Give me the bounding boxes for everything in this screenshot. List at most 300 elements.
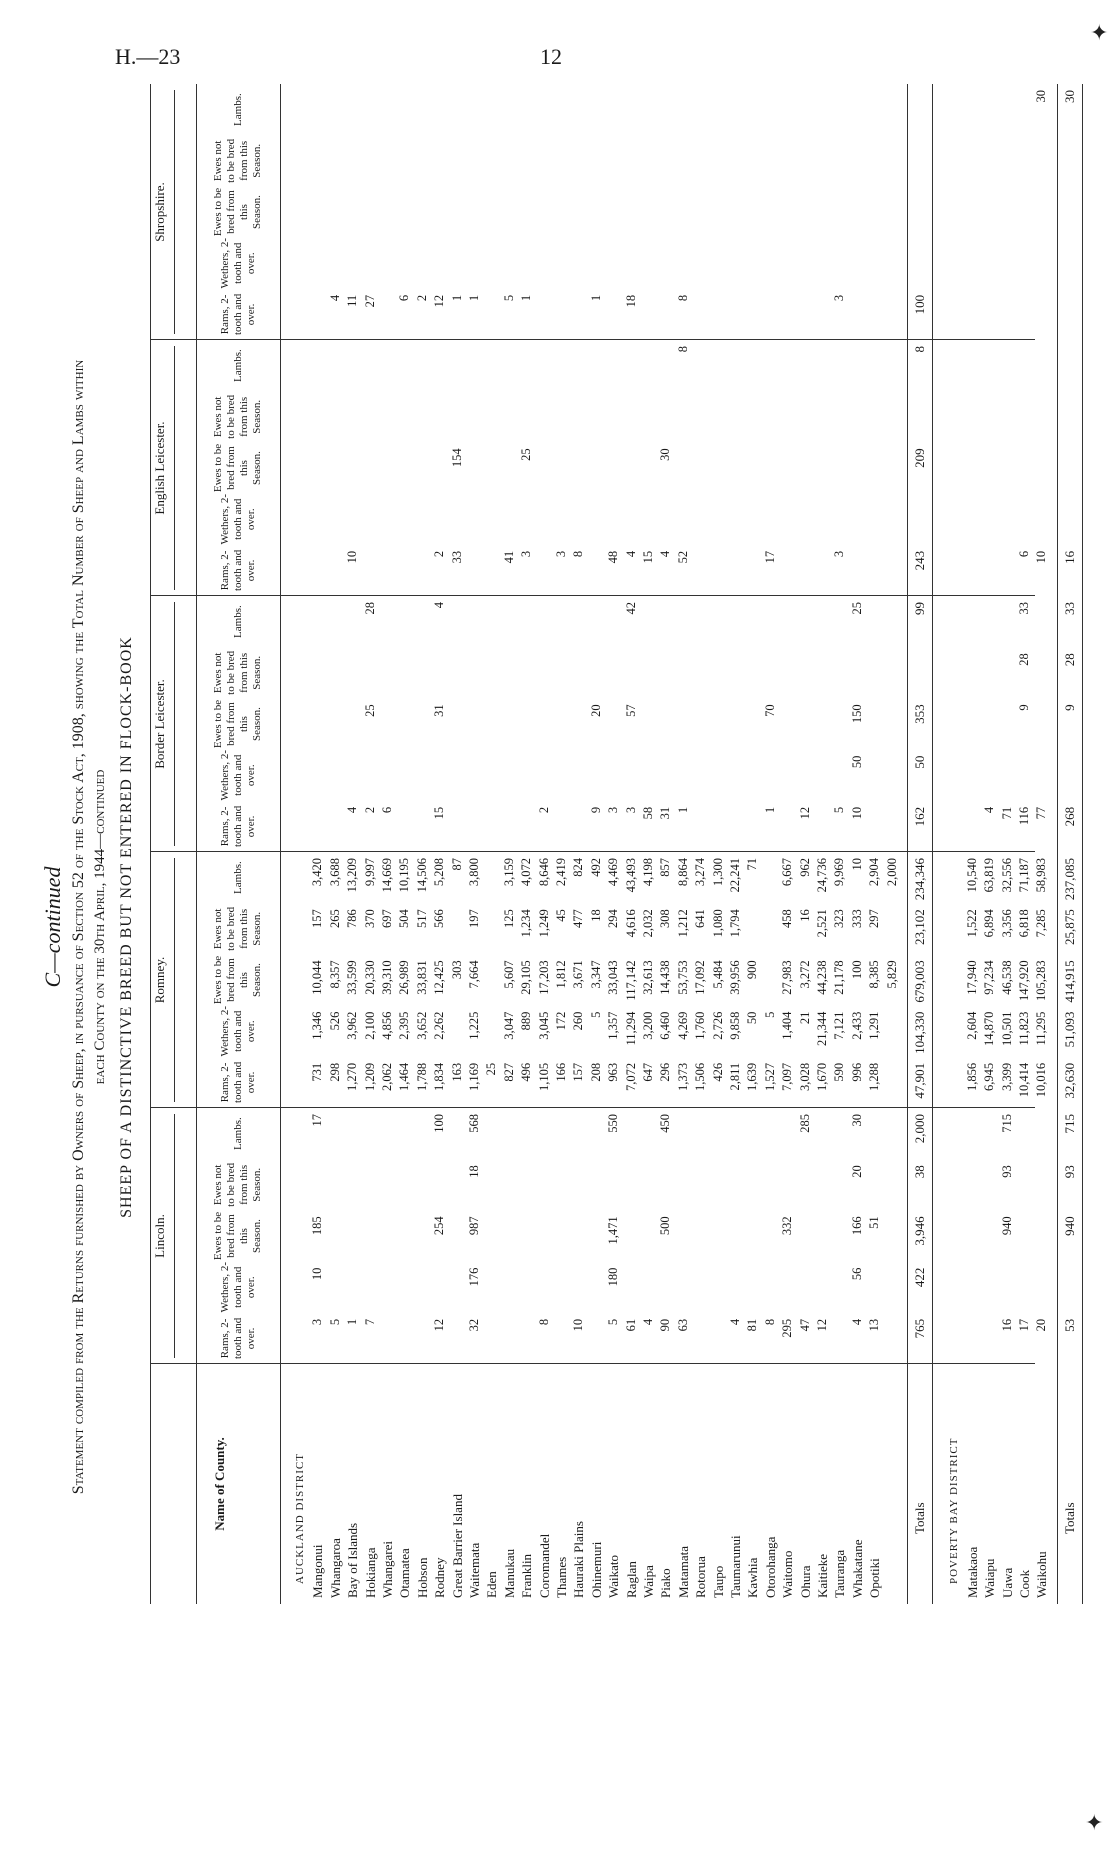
table-cell: 526 — [327, 1011, 342, 1031]
table-cell: 4 — [641, 1318, 655, 1326]
table-cell: 4,856 — [380, 1011, 394, 1040]
margin-mark-bottom: ✦ — [1085, 1810, 1104, 1835]
table-cell: 295 — [780, 1318, 795, 1338]
table-cell: 1,249 — [536, 909, 551, 938]
table-cell: 8,385 — [867, 960, 882, 989]
table-cell: 900 — [745, 960, 760, 980]
county-name: Ohinemuri — [588, 1541, 604, 1598]
table-cell: 8,646 — [536, 858, 551, 887]
table-cell: 3,420 — [310, 858, 325, 887]
table-cell: 285 — [797, 1114, 812, 1133]
county-name: Kaitieke — [815, 1553, 830, 1598]
table-cell: 63 — [675, 1318, 690, 1332]
table-cell: 1,812 — [554, 960, 568, 989]
table-cell: 10 — [849, 806, 864, 820]
table-cell: 33,831 — [414, 960, 429, 995]
table-cell: 496 — [519, 1062, 534, 1082]
table-cell: 11,294 — [623, 1011, 638, 1046]
subcolumn-header: Rams, 2-tooth and over. — [218, 549, 257, 592]
table-cell: 996 — [849, 1062, 864, 1082]
table-cell: 4 — [623, 550, 638, 558]
county-name: Taupo — [710, 1565, 726, 1598]
table-cell: 4 — [432, 602, 447, 609]
table-cell: 504 — [397, 909, 412, 928]
table-cell: 2,521 — [815, 909, 829, 938]
table-cell: 14,438 — [658, 960, 673, 995]
table-cell: 6 — [380, 806, 394, 814]
total-cell: 237,085 — [1061, 858, 1077, 901]
table-cell: 5,484 — [710, 960, 725, 989]
table-cell: 10,414 — [1017, 1062, 1031, 1098]
table-cell: 17 — [1017, 1318, 1031, 1332]
district-heading: POVERTY BAY DISTRICT — [948, 1437, 961, 1584]
county-name: Tauranga — [832, 1549, 848, 1598]
table-cell: 1,506 — [693, 1062, 708, 1091]
table-cell: 641 — [693, 909, 708, 928]
table-cell: 24,736 — [815, 858, 829, 893]
table-cell: 25 — [484, 1062, 499, 1076]
table-cell: 3 — [623, 806, 638, 814]
table-cell: 323 — [832, 909, 847, 928]
table-cell: 10 — [571, 1318, 586, 1332]
table-cell: 1 — [588, 294, 603, 302]
subcolumn-header: Wethers, 2-tooth and over. — [218, 1006, 257, 1057]
sheep-table — [150, 84, 1077, 1604]
table-cell: 10 — [1034, 550, 1049, 564]
total-cell: 33 — [1061, 602, 1077, 616]
table-cell: 105,283 — [1034, 960, 1049, 1002]
totals-label: Totals — [1061, 1502, 1077, 1534]
table-cell: 10 — [345, 550, 360, 564]
county-name: Ohura — [797, 1565, 813, 1598]
table-cell: 857 — [658, 858, 673, 877]
table-cell: 265 — [327, 909, 342, 928]
table-cell: 93 — [999, 1165, 1014, 1178]
table-rule-0 — [150, 84, 151, 1604]
table-cell: 46,538 — [999, 960, 1014, 995]
county-name: Otorohanga — [762, 1536, 778, 1598]
county-name: Whangaroa — [327, 1538, 343, 1598]
county-name: Piako — [658, 1568, 674, 1598]
table-cell: 43,493 — [623, 858, 638, 893]
breed-header: Romney. — [152, 956, 167, 1004]
table-cell: 2,726 — [710, 1011, 725, 1040]
table-cell: 715 — [999, 1114, 1014, 1133]
breed-underline — [174, 346, 175, 590]
county-name: Whakatane — [849, 1539, 865, 1598]
totals-rule — [1057, 84, 1058, 1604]
table-cell: 25 — [362, 704, 377, 717]
table-cell: 125 — [501, 909, 516, 928]
table-cell: 17 — [762, 550, 777, 564]
table-cell: 9,969 — [832, 858, 847, 887]
table-cell: 81 — [745, 1318, 760, 1332]
table-cell: 1,527 — [762, 1062, 777, 1091]
table-cell: 172 — [554, 1011, 568, 1031]
table-cell: 370 — [362, 909, 377, 928]
table-cell: 50 — [849, 755, 864, 769]
table-cell: 458 — [780, 909, 795, 928]
table-cell: 296 — [658, 1062, 673, 1082]
table-cell: 197 — [467, 909, 481, 928]
table-cell: 5 — [501, 294, 516, 302]
breed-underline — [174, 858, 175, 1102]
table-cell: 87 — [449, 858, 464, 871]
name-column-header: Name of County. — [211, 1437, 227, 1531]
table-cell: 7,072 — [623, 1062, 638, 1091]
table-cell: 4,269 — [675, 1011, 690, 1040]
county-name: Matamata — [675, 1546, 691, 1598]
table-cell: 70 — [762, 704, 777, 717]
table-cell: 14,669 — [380, 858, 394, 893]
breed-underline — [174, 602, 175, 846]
table-cell: 166 — [554, 1062, 568, 1082]
breed-divider — [150, 595, 1035, 596]
subcolumn-header: Lambs. — [231, 349, 244, 382]
table-cell: 31 — [432, 704, 447, 717]
table-cell: 1,464 — [397, 1062, 412, 1091]
table-cell: 4,469 — [606, 858, 621, 887]
table-cell: 4 — [849, 1318, 864, 1326]
table-cell: 166 — [849, 1216, 864, 1236]
table-cell: 2,811 — [728, 1062, 742, 1091]
table-cell: 3,688 — [327, 858, 342, 887]
total-cell: 422 — [912, 1267, 927, 1288]
table-cell: 31 — [658, 806, 673, 820]
table-cell: 27,983 — [780, 960, 795, 995]
subcolumn-header: Lambs. — [231, 861, 244, 894]
district-heading: AUCKLAND DISTRICT — [294, 1453, 306, 1584]
table-cell: 4,198 — [641, 858, 655, 887]
table-cell: 150 — [849, 704, 864, 724]
table-cell: 7,121 — [832, 1011, 847, 1040]
table-cell: 17,203 — [536, 960, 551, 995]
table-cell: 14,870 — [982, 1011, 997, 1046]
table-cell: 3 — [832, 550, 847, 558]
table-cell: 33 — [449, 550, 464, 564]
county-name: Kawhia — [745, 1557, 761, 1598]
table-cell: 5 — [832, 806, 847, 814]
table-cell: 20 — [588, 704, 603, 717]
table-cell: 1,291 — [867, 1011, 882, 1040]
table-cell: 28 — [362, 602, 377, 615]
breed-underline — [174, 90, 175, 334]
table-cell: 1 — [519, 294, 534, 302]
breed-header: Border Leicester. — [152, 679, 167, 769]
table-cell: 5,607 — [501, 960, 516, 989]
table-cell: 2,062 — [380, 1062, 394, 1091]
table-cell: 5 — [606, 1318, 621, 1326]
subcolumn-header: Lambs. — [231, 93, 244, 126]
table-cell: 1 — [449, 294, 464, 302]
table-cell: 30 — [849, 1114, 864, 1127]
county-name: Waipa — [641, 1565, 656, 1598]
table-cell: 27 — [362, 294, 377, 308]
table-cell: 32,613 — [641, 960, 655, 995]
table-cell: 9 — [588, 806, 603, 814]
table-cell: 71 — [745, 858, 760, 871]
totals-label: Totals — [912, 1502, 927, 1534]
table-cell: 17,940 — [964, 960, 979, 995]
table-cell: 26,989 — [397, 960, 412, 995]
table-cell: 3,962 — [345, 1011, 360, 1040]
table-cell: 1,522 — [964, 909, 979, 938]
table-cell: 5 — [588, 1011, 603, 1018]
table-cell: 9 — [1017, 704, 1031, 711]
table-cell: 4 — [658, 550, 673, 558]
table-cell: 2,433 — [849, 1011, 864, 1040]
table-cell: 5,208 — [432, 858, 447, 887]
table-cell: 25 — [849, 602, 864, 615]
table-cell: 2,419 — [554, 858, 568, 887]
table-cell: 1,639 — [745, 1062, 760, 1091]
table-cell: 12 — [432, 1318, 447, 1332]
table-cell: 1,270 — [345, 1062, 360, 1091]
table-cell: 176 — [467, 1267, 481, 1287]
table-cell: 42 — [623, 602, 638, 615]
table-cell: 100 — [849, 960, 864, 980]
table-cell: 52 — [675, 550, 690, 564]
table-cell: 1,225 — [467, 1011, 481, 1040]
total-cell: 765 — [912, 1318, 927, 1339]
table-cell: 32 — [467, 1318, 481, 1332]
county-name: Waiapu — [982, 1558, 998, 1598]
table-cell: 7 — [362, 1318, 377, 1326]
county-name: Coromandel — [536, 1533, 552, 1598]
table-cell: 297 — [867, 909, 882, 928]
table-cell: 940 — [999, 1216, 1014, 1236]
subcolumn-header: Lambs. — [231, 605, 244, 638]
table-cell: 157 — [571, 1062, 586, 1082]
table-cell: 962 — [797, 858, 812, 877]
table-cell: 3,399 — [999, 1062, 1014, 1091]
table-cell: 3,159 — [501, 858, 516, 887]
total-cell: 99 — [912, 602, 927, 616]
table-cell: 12,425 — [432, 960, 447, 995]
table-cell: 1,404 — [780, 1011, 795, 1040]
table-cell: 1,288 — [867, 1062, 882, 1091]
total-cell: 2,000 — [912, 1114, 927, 1144]
table-cell: 3 — [606, 806, 621, 814]
table-cell: 8 — [675, 346, 690, 353]
total-cell: 234,346 — [912, 858, 927, 901]
county-name: Bay of Islands — [345, 1522, 361, 1598]
table-rule-2 — [280, 84, 281, 1604]
table-cell: 8 — [571, 550, 586, 558]
table-cell: 4 — [345, 806, 360, 814]
totals-rule-bottom — [932, 84, 933, 1604]
table-cell: 1,373 — [675, 1062, 690, 1091]
page-number: 12 — [540, 44, 562, 69]
table-cell: 8 — [536, 1318, 551, 1326]
county-name: Franklin — [519, 1553, 535, 1598]
subcolumn-header: Wethers, 2-tooth and over. — [218, 750, 257, 801]
table-cell: 21 — [797, 1011, 812, 1025]
table-cell: 14,506 — [414, 858, 429, 893]
table-cell: 1,209 — [362, 1062, 377, 1091]
table-cell: 568 — [467, 1114, 481, 1133]
total-cell: 940 — [1061, 1216, 1077, 1236]
table-cell: 147,920 — [1017, 960, 1031, 1002]
table-cell: 517 — [414, 909, 429, 928]
table-cell: 15 — [641, 550, 655, 564]
table-cell: 18 — [467, 1165, 481, 1178]
table-cell: 20 — [849, 1165, 864, 1178]
table-cell: 57 — [623, 704, 638, 717]
subcolumn-header: Rams, 2-tooth and over. — [218, 1317, 257, 1360]
table-cell: 8 — [762, 1318, 777, 1326]
total-cell: 209 — [912, 448, 927, 468]
table-cell: 17 — [310, 1114, 325, 1127]
total-cell: 28 — [1061, 653, 1077, 667]
table-cell: 6,818 — [1017, 909, 1031, 938]
table-cell: 7,285 — [1034, 909, 1049, 938]
total-cell: 104,330 — [912, 1011, 927, 1054]
table-cell: 117,142 — [623, 960, 638, 1001]
total-cell: 353 — [912, 704, 927, 724]
table-cell: 163 — [449, 1062, 464, 1082]
table-cell: 39,310 — [380, 960, 394, 995]
table-cell: 550 — [606, 1114, 621, 1133]
table-cell: 12 — [797, 806, 812, 820]
table-cell: 4 — [327, 294, 342, 302]
table-cell: 6,894 — [982, 909, 997, 938]
table-cell: 10,195 — [397, 858, 412, 893]
breed-header: Shropshire. — [152, 182, 167, 242]
subcolumn-header: Ewes not to be bred from this Season. — [212, 906, 263, 951]
table-cell: 63,819 — [982, 858, 997, 893]
table-cell: 5 — [327, 1318, 342, 1326]
table-cell: 4 — [728, 1318, 742, 1326]
table-cell: 3,800 — [467, 858, 481, 887]
table-cell: 6 — [397, 294, 412, 302]
statement-title-line2: each County on the 30th April, 1944—continued — [92, 769, 108, 1085]
breed-underline — [174, 1114, 175, 1358]
county-name: Raglan — [623, 1561, 639, 1598]
table-cell: 1,105 — [536, 1062, 551, 1091]
table-cell: 58 — [641, 806, 655, 820]
total-cell: 243 — [912, 550, 927, 571]
subcolumn-header: Ewes to be bred from this Season. — [212, 443, 263, 493]
county-name: Matakaoa — [964, 1546, 980, 1598]
total-cell: 3,946 — [912, 1216, 927, 1246]
table-cell: 1,234 — [519, 909, 534, 938]
name-column-divider — [150, 1363, 1035, 1364]
table-cell: 47 — [797, 1318, 812, 1332]
table-cell: 4,072 — [519, 858, 534, 887]
table-cell: 3,047 — [501, 1011, 516, 1040]
total-cell: 268 — [1061, 806, 1077, 827]
table-cell: 697 — [380, 909, 394, 928]
table-cell: 6,945 — [982, 1062, 997, 1091]
table-cell: 48 — [606, 550, 621, 564]
table-cell: 731 — [310, 1062, 325, 1082]
table-cell: 987 — [467, 1216, 481, 1236]
table-cell: 647 — [641, 1062, 655, 1082]
total-cell: 715 — [1061, 1114, 1077, 1134]
table-cell: 56 — [849, 1267, 864, 1281]
table-cell: 298 — [327, 1062, 342, 1082]
table-cell: 3,652 — [414, 1011, 429, 1040]
table-cell: 157 — [310, 909, 325, 928]
table-cell: 824 — [571, 858, 586, 877]
section-heading: SHEEP OF A DISTINCTIVE BREED BUT NOT ENTERED IN FLOCK-BOOK — [118, 636, 135, 1218]
table-cell: 3,356 — [999, 909, 1014, 938]
county-name: Manukau — [501, 1548, 517, 1598]
table-cell: 1,212 — [675, 909, 690, 938]
table-cell: 1,169 — [467, 1062, 481, 1091]
table-cell: 11,823 — [1017, 1011, 1031, 1046]
table-cell: 2,000 — [884, 858, 899, 887]
total-cell: 32,630 — [1061, 1062, 1077, 1099]
table-cell: 566 — [432, 909, 447, 928]
table-cell: 7,664 — [467, 960, 481, 989]
table-cell: 9,858 — [728, 1011, 742, 1040]
table-cell: 1,834 — [432, 1062, 447, 1091]
table-cell: 39,956 — [728, 960, 742, 995]
table-cell: 16 — [797, 909, 812, 922]
subcolumn-header: Ewes to be bred from this Season. — [212, 187, 263, 237]
table-cell: 10,016 — [1034, 1062, 1049, 1098]
table-cell: 1,794 — [728, 909, 742, 938]
subcolumn-header: Ewes not to be bred from this Season. — [212, 1162, 263, 1207]
totals-rule — [907, 84, 908, 1604]
table-cell: 1,788 — [414, 1062, 429, 1091]
subcolumn-header: Ewes not to be bred from this Season. — [212, 650, 263, 695]
total-cell: 23,102 — [912, 909, 927, 945]
total-cell: 100 — [912, 294, 927, 315]
table-cell: 3,028 — [797, 1062, 812, 1091]
table-cell: 827 — [501, 1062, 516, 1082]
table-cell: 1,357 — [606, 1011, 621, 1040]
table-cell: 1,856 — [964, 1062, 979, 1091]
table-cell: 3,671 — [571, 960, 586, 989]
subcolumn-header: Ewes to be bred from this Season. — [212, 699, 263, 749]
county-name: Mangonui — [310, 1544, 326, 1598]
total-cell: 38 — [912, 1165, 927, 1179]
subcolumn-header: Lambs. — [231, 1117, 244, 1150]
table-cell: 3,045 — [536, 1011, 551, 1040]
statement-title: Statement compiled from the Returns furnished by Owners of Sheep, in pursuance of Section 52 of the Stock Act, 1908, showing the Total Number of Sheep and Lambs within — [70, 359, 87, 1495]
table-cell: 45 — [554, 909, 568, 922]
table-cell: 963 — [606, 1062, 621, 1082]
table-cell: 590 — [832, 1062, 847, 1082]
table-cell: 2,904 — [867, 858, 882, 887]
subcolumn-header: Rams, 2-tooth and over. — [218, 293, 257, 336]
county-name: Uawa — [999, 1567, 1015, 1598]
total-cell: 414,915 — [1061, 960, 1077, 1003]
table-cell: 4 — [982, 806, 997, 814]
table-cell: 2 — [536, 806, 551, 814]
table-cell: 51 — [867, 1216, 882, 1229]
margin-mark-top: ✦ — [1090, 20, 1109, 45]
table-cell: 308 — [658, 909, 673, 928]
total-cell: 16 — [1061, 550, 1077, 564]
table-cell: 18 — [623, 294, 638, 308]
county-name — [884, 1373, 901, 1598]
table-cell: 1,760 — [693, 1011, 708, 1040]
table-cell: 492 — [588, 858, 603, 877]
subcolumn-header: Ewes not to be bred from this Season. — [212, 138, 263, 183]
table-cell: 254 — [432, 1216, 447, 1236]
total-cell: 51,093 — [1061, 1011, 1077, 1048]
table-cell: 2,100 — [362, 1011, 377, 1040]
table-cell: 332 — [780, 1216, 795, 1236]
total-cell: 47,901 — [912, 1062, 927, 1099]
table-cell: 260 — [571, 1011, 586, 1031]
table-cell: 71,187 — [1017, 858, 1031, 893]
table-cell: 185 — [310, 1216, 325, 1236]
